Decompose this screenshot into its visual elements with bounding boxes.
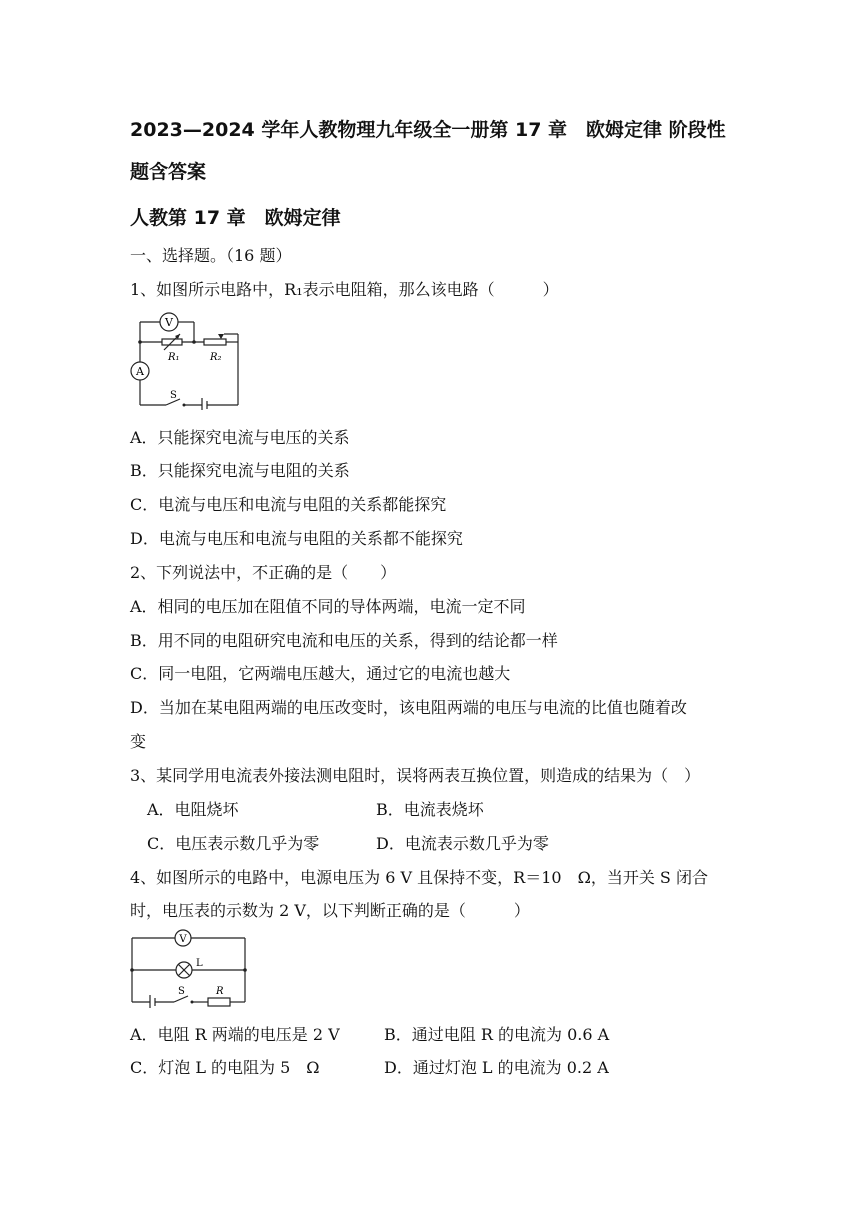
- q4-voltmeter-label: V: [179, 934, 187, 945]
- q4-stem-line-2: 时，电压表的示数为 2 V，以下判断正确的是（ ）: [130, 901, 530, 920]
- q4-circuit-diagram: [128, 926, 250, 1008]
- document-title-line-1: 2023—2024 学年人教物理九年级全一册第 17 章 欧姆定律 阶段性: [130, 119, 726, 141]
- section-heading: 一、选择题。（16 题）: [130, 246, 292, 265]
- q1-stem: 1、如图所示电路中，R₁表示电阻箱，那么该电路（ ）: [130, 280, 559, 299]
- q3-option-a: A．电阻烧坏: [147, 800, 239, 819]
- document-title-line-2: 题含答案: [130, 161, 207, 183]
- q1-option-b: B．只能探究电流与电阻的关系: [130, 461, 350, 480]
- q2-option-d: D．当加在某电阻两端的电压改变时，该电阻两端的电压与电流的比值也随着改: [130, 698, 687, 717]
- q1-switch-label: S: [170, 390, 177, 401]
- q4-option-d: D．通过灯泡 L 的电流为 0.2 A: [384, 1058, 609, 1077]
- q4-option-c: C．灯泡 L 的电阻为 5 Ω: [130, 1058, 320, 1077]
- q3-option-c: C．电压表示数几乎为零: [147, 834, 320, 853]
- q2-option-a: A．相同的电压加在阻值不同的导体两端，电流一定不同: [130, 597, 526, 616]
- q3-option-b: B．电流表烧坏: [376, 800, 484, 819]
- q4-resistor-label: R: [216, 986, 224, 997]
- q1-option-d: D．电流与电压和电流与电阻的关系都不能探究: [130, 529, 463, 548]
- q4-switch-label: S: [178, 986, 185, 997]
- q1-ammeter-label: A: [136, 365, 144, 378]
- q2-option-b: B．用不同的电阻研究电流和电压的关系，得到的结论都一样: [130, 631, 558, 650]
- q2-stem: 2、下列说法中，不正确的是（ ）: [130, 563, 397, 582]
- q4-option-a: A．电阻 R 两端的电压是 2 V: [130, 1025, 340, 1044]
- q1-r2-label: R₂: [210, 352, 222, 363]
- q2-option-d-continued: 变: [130, 732, 147, 751]
- q1-option-c: C．电流与电压和电流与电阻的关系都能探究: [130, 495, 447, 514]
- chapter-heading: 人教第 17 章 欧姆定律: [130, 207, 341, 229]
- q1-option-a: A．只能探究电流与电压的关系: [130, 428, 350, 447]
- q2-option-c: C．同一电阻，它两端电压越大，通过它的电流也越大: [130, 664, 511, 683]
- q3-option-d: D．电流表示数几乎为零: [376, 834, 549, 853]
- q1-voltmeter-label: V: [165, 316, 173, 329]
- q3-stem: 3、某同学用电流表外接法测电阻时，误将两表互换位置，则造成的结果为（ ）: [130, 766, 701, 785]
- q4-option-b: B．通过电阻 R 的电流为 0.6 A: [384, 1025, 610, 1044]
- q4-lamp-label: L: [196, 958, 203, 969]
- q1-circuit-diagram: [128, 312, 244, 410]
- q4-stem-line-1: 4、如图所示的电路中，电源电压为 6 V 且保持不变，R＝10 Ω，当开关 S 闭合: [130, 868, 708, 887]
- q1-r1-label: R₁: [168, 352, 180, 363]
